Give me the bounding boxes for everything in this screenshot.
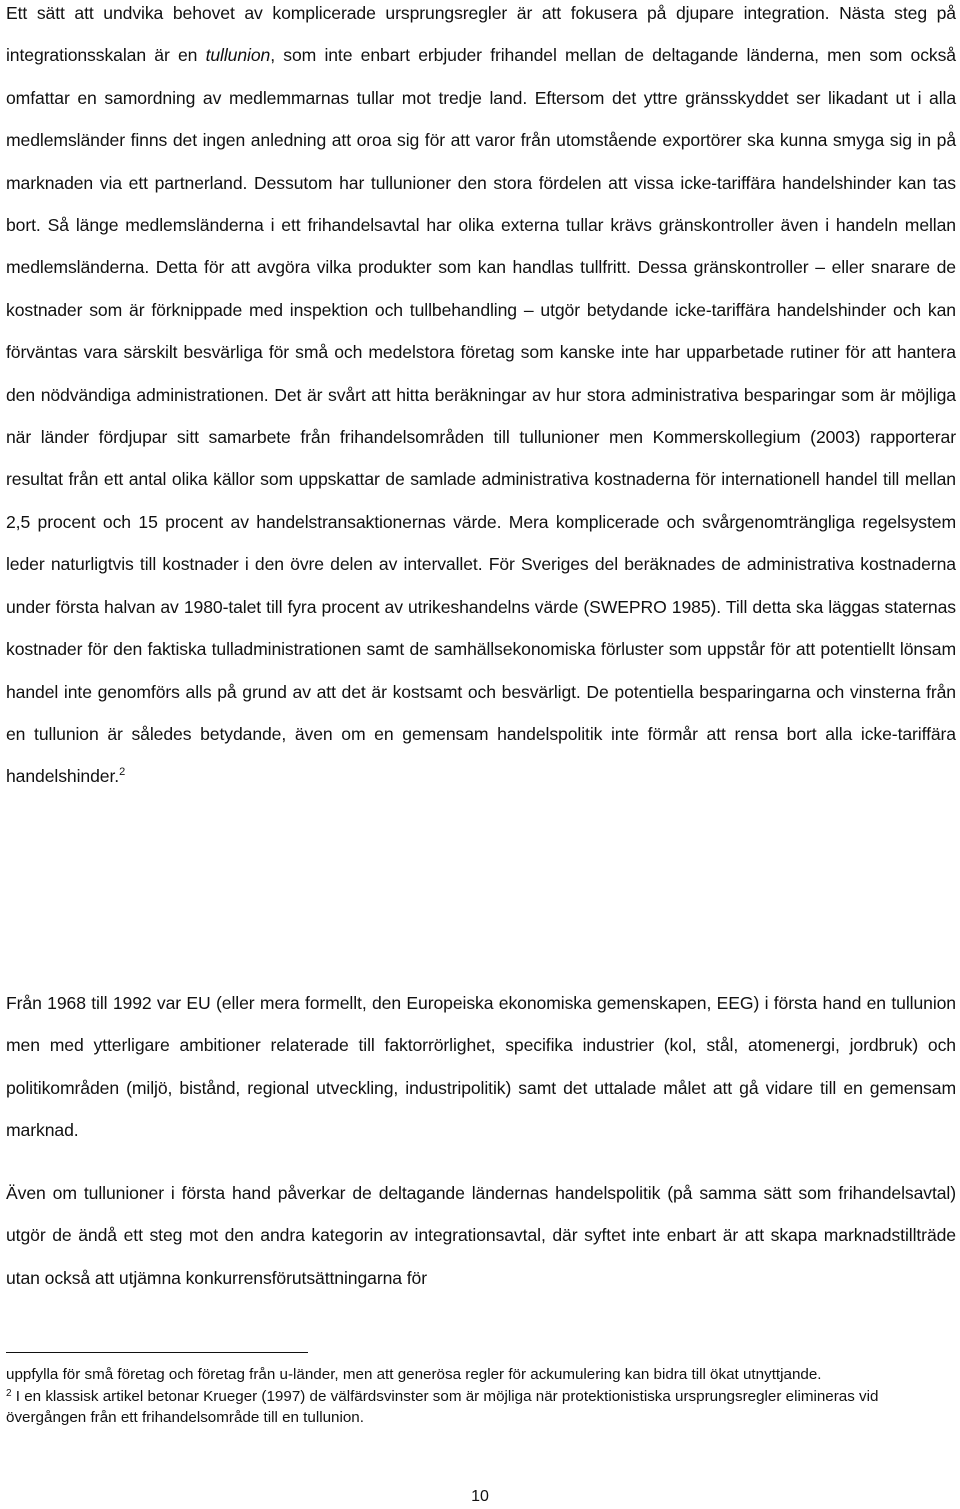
footnote-2-text: I en klassisk artikel betonar Krueger (1997) de välfärdsvinster som är möjliga när protektionistiska ursprungsregler elimineras vid övergången från ett frihandelsområde till en tullunion. — [6, 1387, 879, 1426]
text-run: , som inte enbart erbjuder frihandel mellan de deltagande länderna, men som också omfattar en samordning av medlemmarnas tullar mot tredje land. Eftersom det yttre gränsskyddet ser likadant ut i alla medlemsländer finns det ingen anledning att oroa sig för att varor från utomstående exportörer ska kunna smyga sig in på marknaden via ett partnerland. Dessutom har tullunioner den stora fördelen att vissa icke-tariffära handelshinder kan tas bort. Så länge medlemsländerna i ett frihandelsavtal har olika externa tullar krävs gränskontroller även i handeln mellan medlemsländerna. Detta för att avgöra vilka produkter som kan handlas tullfritt. Dessa gränskontroller – eller snarare de kostnader som är förknippade med inspektion och tullbehandling – utgör betydande icke-tariffära handelshinder och kan förväntas vara särskilt besvärliga för små och medelstora företag som kanske inte har upparbetade rutiner för att hantera den nödvändiga administrationen. Det är svårt att hitta beräkningar av hur stora administrativa besparingar som är möjliga när länder fördjupar sitt samarbete från frihandelsområden till tullunioner men Kommerskollegium (2003) rapporterar resultat från ett antal olika källor som uppskattar de samlade administrativa kostnaderna för internationell handel till mellan 2,5 procent och 15 procent av handelstransaktionernas värde. Mera komplicerade och svårgenomträngliga regelsystem leder naturligtvis till kostnader i den övre delen av intervallet. För Sveriges del beräknades de administrativa kostnaderna under första halvan av 1980-talet till fyra procent av utrikeshandelns värde (SWEPRO 1985). Till detta ska läggas staternas kostnader för den faktiska tulladministrationen samt de samhällsekonomiska förluster som uppstår för att potentiellt lönsam handel inte genomförs alls på grund av att det är kostsamt och besvärligt. De potentiella besparingarna och vinsterna från en tullunion är således betydande, även om en gemensam handelspolitik inte förmår att rensa bort alla icke-tariffära handelshinder. — [6, 45, 956, 787]
footnotes — [6, 1364, 956, 1429]
paragraph-tullunion — [6, 0, 956, 798]
footnote-continuation: uppfylla för små företag och företag från u-länder, men att generösa regler för ackumulering kan bidra till ökat utnyttjande. — [6, 1366, 822, 1383]
footnote-reference: 2 — [119, 766, 126, 779]
paragraph-integration-step — [6, 1172, 956, 1299]
footnote-2 — [6, 1386, 956, 1429]
footnote-2-marker: 2 — [6, 1387, 12, 1399]
page-number: 10 — [471, 1488, 489, 1505]
text-run: Ett sätt att undvika behovet av komplicerade ursprungsregler är att fokusera på djupare integration. Nästa steg på integrationsskalan är en — [6, 3, 956, 66]
footnote-divider — [6, 1352, 308, 1353]
text-run: Från 1968 till 1992 var EU (eller mera formellt, den Europeiska ekonomiska gemenskapen, EEG) i första hand en tullunion men med ytterligare ambitioner relaterade till faktorrörlighet, specifika industrier (kol, stål, atomenergi, jordbruk) och politikområden (miljö, bistånd, regional utveckling, industripolitik) samt det uttalade målet att gå vidare till en gemensam marknad. — [6, 993, 956, 1141]
text-run: Även om tullunioner i första hand påverkar de deltagande ländernas handelspolitik (på samma sätt som frihandelsavtal) utgör de ändå ett steg mot den andra kategorin av integrationsavtal, där syftet inte enbart är att skapa marknadstillträde utan också att utjämna konkurrensförutsättningarna för — [6, 1183, 956, 1288]
paragraph-eu-history — [6, 982, 956, 1152]
emphasized-term: tullunion — [205, 45, 271, 66]
